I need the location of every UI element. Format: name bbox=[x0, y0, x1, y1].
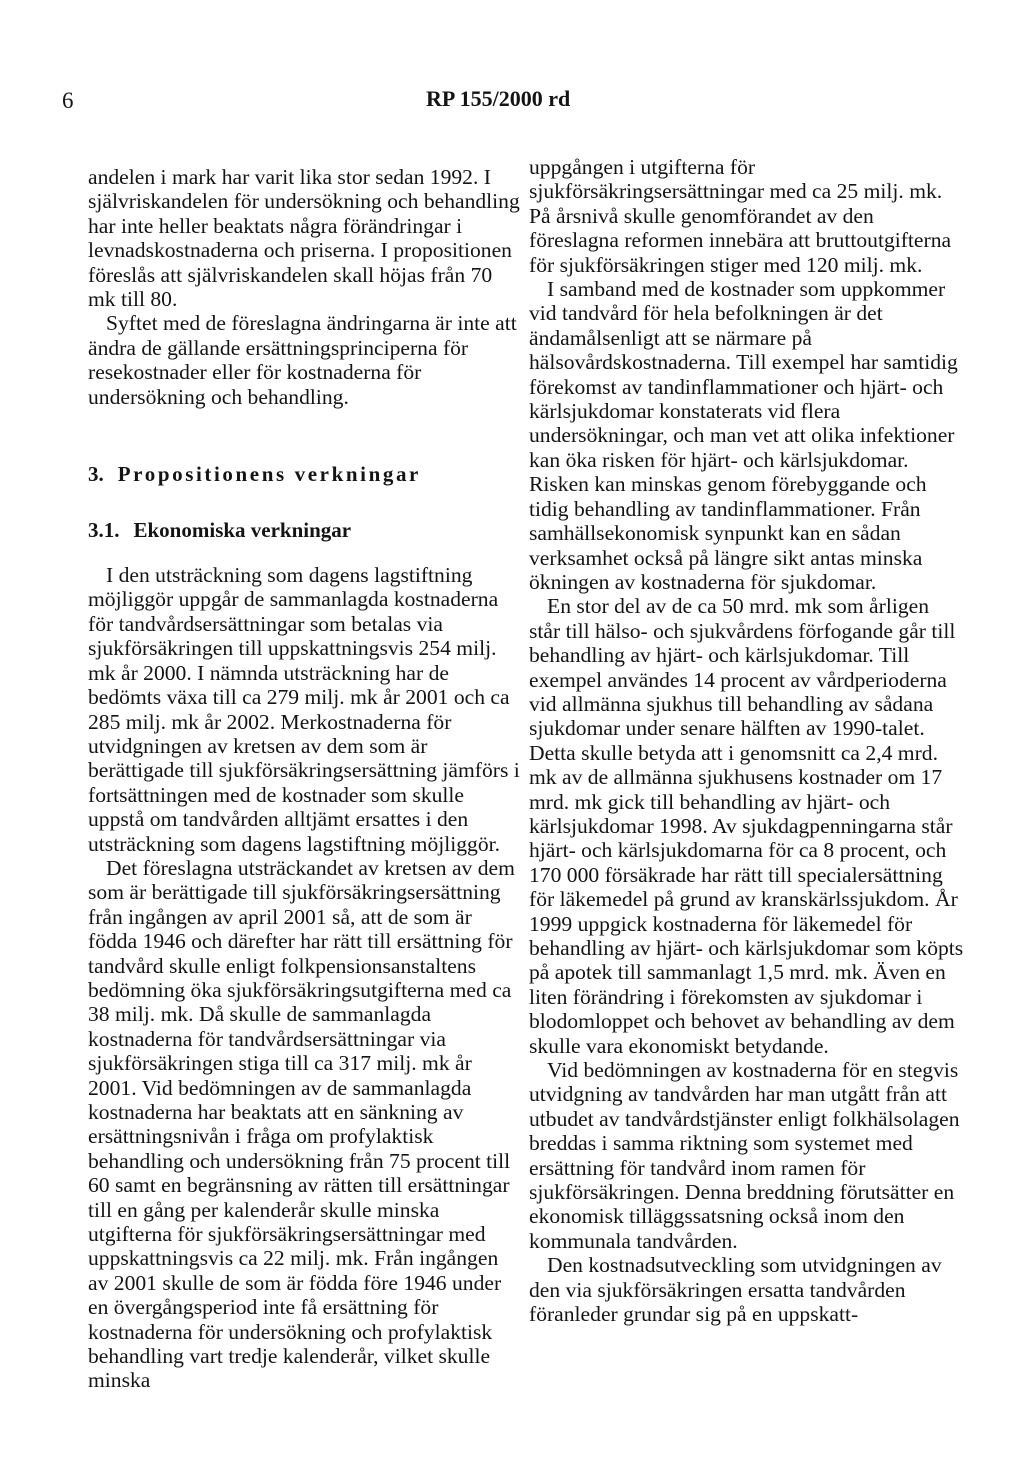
paragraph: En stor del av de ca 50 mrd. mk som årligen står till hälso- och sjukvårdens förfogande går till behandling av hjärt- och kärlsjukdomar. Till exempel användes 14 procent av vårdperioderna vid allmänna sjukhus till behandling av sådana sjukdomar under senare hälften av 1990-talet. Detta skulle betyda att i genomsnitt ca 2,4 mrd. mk av de allmänna sjukhusens kostnader om 17 mrd. mk gick till behandling av hjärt- och kärlsjukdomar 1998. Av sjukdagpenningarna står hjärt- och kärlsjukdomarna för ca 8 procent, och 170 000 försäkrade har rätt till specialersättning för läkemedel på grund av kranskärlssjukdom. År 1999 uppgick kostnaderna för läkemedel för behandling av hjärt- och kärlsjukdomar som köpts på apotek till sammanlagt 1,5 mrd. mk. Även en liten förändring i förekomsten av sjukdomar i blodomloppet och behovet av behandling av dem skulle vara ekonomiskt betydande. bbox=[529, 594, 964, 1058]
page-number: 6 bbox=[62, 88, 74, 113]
paragraph: I den utsträckning som dagens lagstiftning möjliggör uppgår de sammanlagda kostnaderna för tandvårdsersättningar som betalas via sjukförsäkringen till uppskattningsvis 254 milj. mk år 2000. I nämnda utsträckning har de bedömts växa till ca 279 milj. mk år 2001 och ca 285 milj. mk år 2002. Merkostnaderna för utvidgningen av kretsen av dem som är berättigade till sjukförsäkringsersättning jämförs i fortsättningen med de kostnader som skulle uppstå om tandvården alltjämt ersattes i den utsträckning som dagens lagstiftning möjliggör. bbox=[88, 563, 520, 856]
paragraph: I samband med de kostnader som uppkommer vid tandvård för hela befolkningen är det ändamålsenligt att se närmare på hälsovårdskostnaderna. Till exempel har samtidig förekomst av tandinflammationer och hjärt- och kärlsjukdomar konstaterats vid flera undersökningar, och man vet att olika infektioner kan öka risken för hjärt- och kärlsjukdomar. Risken kan minskas genom förebyggande och tidig behandling av tandinflammationer. Från samhällsekonomisk synpunkt kan en sådan verksamhet också på längre sikt antas minska ökningen av kostnaderna för sjukdomar. bbox=[529, 277, 958, 594]
paragraph: Det föreslagna utsträckandet av kretsen av dem som är berättigade till sjukförsäkringsersättning från ingången av april 2001 så, att de som är födda 1946 och därefter har rätt till ersättning för tandvård skulle enligt folkpensionsanstaltens bedömning öka sjukförsäkringsutgifterna med ca 38 milj. mk. Då skulle de sammanlagda kostnaderna för tandvårdsersättningar via sjukförsäkringen stiga till ca 317 milj. mk år 2001. Vid bedömningen av de sammanlagda kostnaderna har beaktats att en sänkning av ersättningsnivån i fråga om profylaktisk behandling och undersökning från 75 procent till 60 samt en begränsning av rätten till ersättningar till en gång per kalenderår skulle minska utgifterna för sjukförsäkringsersättningar med uppskattningsvis ca 22 milj. mk. Från ingången av 2001 skulle de som är födda före 1946 under en övergångsperiod inte få ersättning för kostnaderna för undersökning och profylaktisk behandling vart tredje kalenderår, vilket skulle minska bbox=[88, 855, 515, 1393]
right-column bbox=[529, 155, 964, 1327]
document-id: RP 155/2000 rd bbox=[426, 86, 571, 111]
paragraph: Syftet med de föreslagna ändringarna är inte att ändra de gällande ersättningsprinciperna för resekostnader eller för kostnaderna för undersökning och behandling. bbox=[88, 311, 517, 409]
section-title: Propositionens verkningar bbox=[117, 462, 421, 487]
paragraph: uppgången i utgifterna för sjukförsäkringsersättningar med ca 25 milj. mk. På årsnivå skulle genomförandet av den föreslagna reformen innebära att bruttoutgifterna för sjukförsäkringen stiger med 120 milj. mk. bbox=[529, 155, 952, 277]
section-number: 3. bbox=[88, 462, 104, 487]
left-column bbox=[88, 165, 523, 1393]
section-heading bbox=[88, 461, 523, 487]
subsection-title: Ekonomiska verkningar bbox=[133, 518, 352, 543]
paragraph: Vid bedömningen av kostnaderna för en stegvis utvidgning av tandvården har man utgått från att utbudet av tandvårdstjänster enligt folkhälsolagen breddas i samma riktning som systemet med ersättning för tandvård inom ramen för sjukförsäkringen. Denna breddning förutsätter en ekonomisk tilläggssatsning också inom den kommunala tandvården. bbox=[529, 1058, 960, 1253]
subsection-number: 3.1. bbox=[88, 518, 120, 543]
paragraph: Den kostnadsutveckling som utvidgningen av den via sjukförsäkringen ersatta tandvården föranleder grundar sig på en uppskatt- bbox=[529, 1253, 942, 1327]
subsection-heading bbox=[88, 517, 523, 543]
paragraph: andelen i mark har varit lika stor sedan 1992. I självriskandelen för undersökning och behandling har inte heller beaktats några förändringar i levnadskostnaderna och priserna. I propositionen föreslås att självriskandelen skall höjas från 70 mk till 80. bbox=[88, 165, 520, 312]
